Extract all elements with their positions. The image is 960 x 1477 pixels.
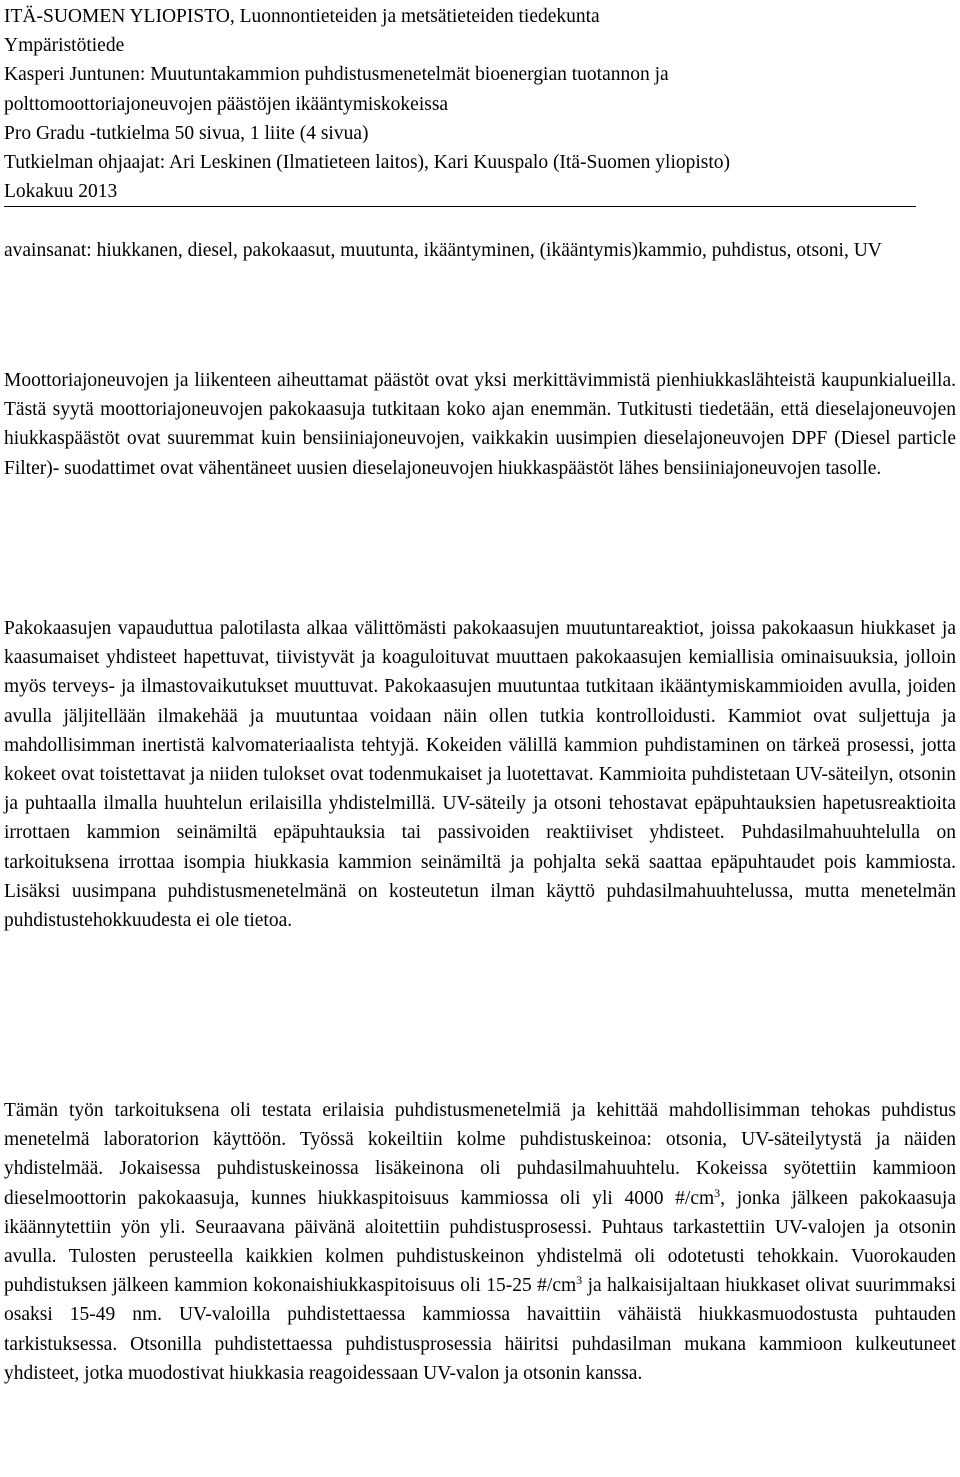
document-header <box>4 0 956 206</box>
supervisors-line: Tutkielman ohjaajat: Ari Leskinen (Ilmatieteen laitos), Kari Kuuspalo (Itä-Suomen yliopisto) <box>4 152 731 174</box>
header-divider <box>4 206 916 207</box>
abstract-paragraph-3 <box>4 1096 956 1388</box>
date-line: Lokakuu 2013 <box>4 181 118 203</box>
abstract-paragraph-1: Moottoriajoneuvojen ja liikenteen aiheuttamat päästöt ovat yksi merkittävimmistä pienhiukkaslähteistä kaupunkialueilla. Tästä syytä moottoriajoneuvojen pakokaasuja tutkitaan koko ajan enemmän. Tutkitusti tiedetään, että dieselajoneuvojen hiukkaspäästöt ovat suuremmat kuin bensiiniajoneuvojen, vaikkakin uusimpien dieselajoneuvojen DPF (Diesel particle Filter)- suodattimet ovat vähentäneet uusien dieselajoneuvojen hiukkaspäästöt lähes bensiiniajoneuvojen tasolle. <box>4 370 956 479</box>
thesis-info-line: Pro Gradu -tutkielma 50 sivua, 1 liite (4 sivua) <box>4 122 369 144</box>
institution-line: ITÄ-SUOMEN YLIOPISTO, Luonnontieteiden ja metsätieteiden tiedekunta <box>4 6 600 27</box>
abstract-paragraph-2: Pakokaasujen vapauduttua palotilasta alkaa välittömästi pakokaasujen muutuntareaktiot, joissa pakokaasun hiukkaset ja kaasumaiset yhdisteet hapettuvat, tiivistyvät ja koaguloituvat muuttaen pakokaasujen kemiallisia ominaisuuksia, jolloin myös terveys- ja ilmastovaikutukset muuttuvat. Pakokaasujen muutuntaa tutkitaan ikääntymiskammioiden avulla, joiden avulla jäljitellään ilmakehää ja muutuntaa voidaan näin ollen tutkia kontrolloidusti. Kammiot ovat suljettuja ja mahdollisimman inertistä kalvomateriaalista tehtyjä. Kokeiden välillä kammion puhdistaminen on tärkeä prosessi, jotta kokeet ovat toistettavat ja niiden tulokset ovat todenmukaiset ja luotettavat. Kammioita puhdistetaan UV-säteilyn, otsonin ja puhtaalla ilmalla huuhtelun erilaisilla yhdistelmillä. UV-säteily ja otsoni tehostavat epäpuhtauksien hapetusreaktioita irrottaen kammion seinämiltä epäpuhtauksia tai passivoiden reaktiiviset yhdisteet. Puhdasilmahuuhtelulla on tarkoituksena irrottaa isompia hiukkasia kammion seinämiltä ja pohjalta sekä saattaa epäpuhtaudet pois kammiosta. Lisäksi uusimpana puhdistusmenetelmänä on kosteutetun ilman käyttö puhdasilmahuuhtelussa, mutta menetelmän puhdistustehokkuudesta ei ole tietoa. <box>4 618 956 932</box>
subject-line: Ympäristötiede <box>4 35 125 57</box>
keywords: avainsanat: hiukkanen, diesel, pakokaasut, muutunta, ikääntyminen, (ikääntymis)kammio, puhdistus, otsoni, UV <box>4 240 882 261</box>
superscript-cube-2: 3 <box>576 1273 583 1288</box>
paragraph-3-part-b: , jonka jälkeen pakokaasuja ikäännytettiin yön yli. Seuraavana päivänä aloitettiin puhdistusprosessi. Puhtaus tarkastettiin UV-valojen ja otsonin avulla. Tulosten perusteella kaikkien kolmen puhdistuskeinon yhdistelmä oli odotetusti tehokkain. Vuorokauden puhdistuksen jälkeen kammion kokonaishiukkaspitoisuus oli 15-25 #/cm <box>4 1187 957 1297</box>
author-title-line-1: Kasperi Juntunen: Muutuntakammion puhdistusmenetelmät bioenergian tuotannon ja <box>4 64 669 86</box>
paragraph-3-part-c: ja halkaisijaltaan hiukkaset olivat suurimmaksi osaksi 15-49 nm. UV-valoilla puhdistettaessa kammiossa havaittiin vähäistä hiukkasmuodostusta puhtauden tarkistuksessa. Otsonilla puhdistettaessa puhdistusprosessia häiritsi puhdasilman mukana kammioon kulkeutuneet yhdisteet, jotka muodostivat hiukkasia reagoidessaan UV-valon ja otsonin kanssa. <box>4 1275 956 1384</box>
paragraph-3-part-a: Tämän työn tarkoituksena oli testata erilaisia puhdistusmenetelmiä ja kehittää mahdollisimman tehokas puhdistus menetelmä laboratorion käyttöön. Työssä kokeiltiin kolme puhdistuskeinoa: otsonia, UV-säteilytystä ja näiden yhdistelmää. Jokaisessa puhdistuskeinossa lisäkeinona oli puhdasilmahuuhtelu. Kokeissa syötettiin kammioon dieselmoottorin pakokaasuja, kunnes hiukkaspitoisuus kammiossa oli yli 4000 #/cm <box>4 1100 956 1209</box>
author-title-line-2: polttomoottoriajoneuvojen päästöjen ikääntymiskokeissa <box>4 93 449 115</box>
superscript-cube-1: 3 <box>714 1185 721 1200</box>
